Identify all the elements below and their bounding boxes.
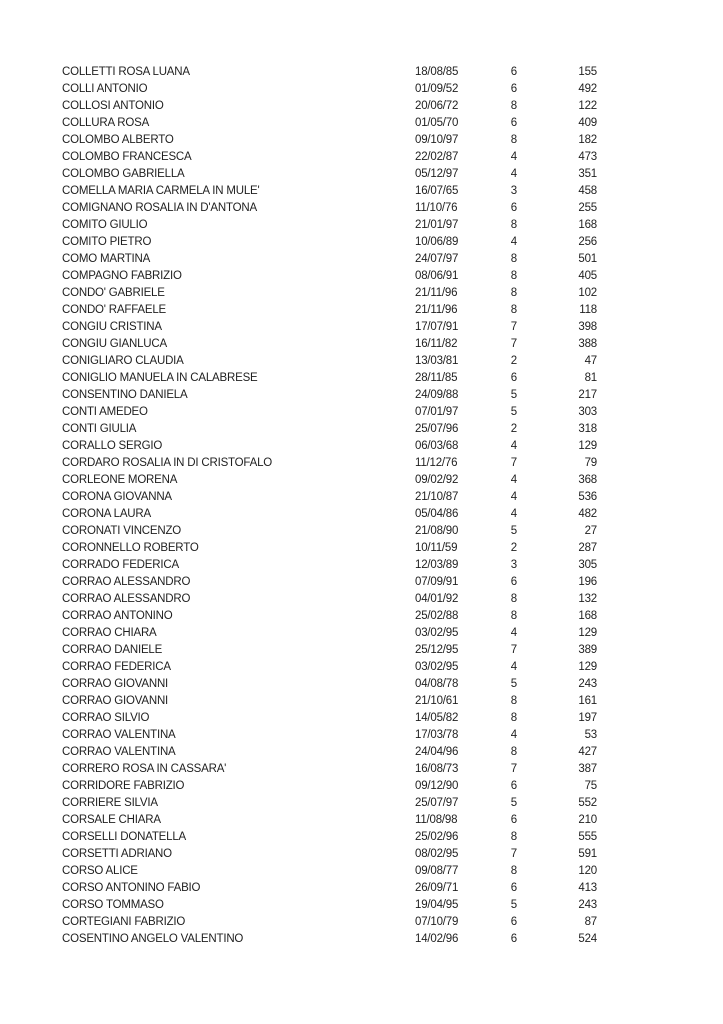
value-number: 303: [578, 406, 597, 418]
code-number: 4: [510, 491, 517, 503]
birth-date: 18/08/85: [415, 66, 459, 78]
value-number: 27: [584, 525, 597, 537]
birth-date: 08/02/95: [415, 848, 459, 860]
table-row: [62, 489, 597, 506]
value-number: 351: [578, 168, 597, 180]
person-name: CORRAO GIOVANNI: [62, 678, 169, 690]
person-name: CORRAO FEDERICA: [62, 661, 171, 673]
code-number: 6: [510, 372, 517, 384]
birth-date: 16/07/65: [415, 185, 459, 197]
birth-date: 21/08/90: [415, 525, 459, 537]
person-name: COLOMBO GABRIELLA: [62, 168, 185, 180]
value-number: 182: [578, 134, 597, 146]
value-number: 409: [578, 117, 597, 129]
table-row: [62, 387, 597, 404]
table-row: [62, 727, 597, 744]
name-list: [62, 64, 597, 948]
birth-date: 25/07/97: [415, 797, 459, 809]
table-row: [62, 285, 597, 302]
birth-date: 03/02/95: [415, 627, 459, 639]
person-name: CORALLO SERGIO: [62, 440, 163, 452]
table-row: [62, 574, 597, 591]
value-number: 413: [578, 882, 597, 894]
value-number: 243: [578, 899, 597, 911]
birth-date: 01/05/70: [415, 117, 459, 129]
person-name: CORRAO ALESSANDRO: [62, 593, 191, 605]
person-name: CONIGLIO MANUELA IN CALABRESE: [62, 372, 258, 384]
table-row: [62, 132, 597, 149]
table-row: [62, 115, 597, 132]
value-number: 243: [578, 678, 597, 690]
code-number: 8: [510, 831, 517, 843]
code-number: 4: [510, 729, 517, 741]
person-name: CORRIDORE FABRIZIO: [62, 780, 185, 792]
birth-date: 26/09/71: [415, 882, 459, 894]
code-number: 6: [510, 576, 517, 588]
value-number: 210: [578, 814, 597, 826]
table-row: [62, 472, 597, 489]
person-name: CORRAO ALESSANDRO: [62, 576, 191, 588]
value-number: 318: [578, 423, 597, 435]
code-number: 6: [510, 814, 517, 826]
code-number: 8: [510, 712, 517, 724]
birth-date: 01/09/52: [415, 83, 459, 95]
code-number: 3: [510, 185, 517, 197]
table-row: [62, 863, 597, 880]
value-number: 555: [578, 831, 597, 843]
value-number: 458: [578, 185, 597, 197]
table-row: [62, 812, 597, 829]
code-number: 5: [510, 525, 517, 537]
birth-date: 25/02/96: [415, 831, 459, 843]
birth-date: 25/07/96: [415, 423, 459, 435]
code-number: 8: [510, 253, 517, 265]
table-row: [62, 659, 597, 676]
code-number: 5: [510, 678, 517, 690]
value-number: 118: [579, 304, 597, 316]
birth-date: 11/10/76: [415, 202, 458, 214]
code-number: 5: [510, 899, 517, 911]
person-name: CORONNELLO ROBERTO: [62, 542, 199, 554]
value-number: 197: [578, 712, 597, 724]
birth-date: 21/11/96: [415, 287, 458, 299]
table-row: [62, 217, 597, 234]
birth-date: 14/02/96: [415, 933, 459, 945]
table-row: [62, 166, 597, 183]
code-number: 6: [510, 117, 517, 129]
value-number: 81: [584, 372, 597, 384]
code-number: 8: [510, 865, 517, 877]
code-number: 8: [510, 270, 517, 282]
table-row: [62, 744, 597, 761]
person-name: CORRAO SILVIO: [62, 712, 150, 724]
person-name: CORRAO VALENTINA: [62, 746, 176, 758]
table-row: [62, 370, 597, 387]
person-name: CORRIERE SILVIA: [62, 797, 158, 809]
person-name: CONTI GIULIA: [62, 423, 137, 435]
code-number: 6: [510, 882, 517, 894]
value-number: 47: [584, 355, 597, 367]
birth-date: 20/06/72: [415, 100, 459, 112]
code-number: 5: [510, 797, 517, 809]
value-number: 129: [578, 661, 597, 673]
code-number: 5: [510, 406, 517, 418]
code-number: 7: [510, 338, 517, 350]
value-number: 53: [584, 729, 597, 741]
table-row: [62, 336, 597, 353]
birth-date: 24/07/97: [415, 253, 459, 265]
person-name: COLLOSI ANTONIO: [62, 100, 164, 112]
value-number: 427: [578, 746, 597, 758]
birth-date: 24/09/88: [415, 389, 459, 401]
birth-date: 10/06/89: [415, 236, 459, 248]
table-row: [62, 710, 597, 727]
person-name: COMELLA MARIA CARMELA IN MULE': [62, 185, 260, 197]
person-name: COMO MARTINA: [62, 253, 151, 265]
birth-date: 28/11/85: [415, 372, 458, 384]
table-row: [62, 795, 597, 812]
table-row: [62, 183, 597, 200]
birth-date: 06/03/68: [415, 440, 459, 452]
person-name: COMITO PIETRO: [62, 236, 152, 248]
table-row: [62, 557, 597, 574]
value-number: 287: [578, 542, 597, 554]
person-name: CONDO' GABRIELE: [62, 287, 165, 299]
person-name: CONGIU CRISTINA: [62, 321, 162, 333]
table-row: [62, 438, 597, 455]
value-number: 168: [578, 219, 597, 231]
table-row: [62, 676, 597, 693]
birth-date: 09/02/92: [415, 474, 459, 486]
person-name: CONIGLIARO CLAUDIA: [62, 355, 184, 367]
table-row: [62, 353, 597, 370]
birth-date: 05/12/97: [415, 168, 459, 180]
code-number: 8: [510, 219, 517, 231]
code-number: 6: [510, 83, 517, 95]
table-row: [62, 149, 597, 166]
code-number: 8: [510, 695, 517, 707]
table-row: [62, 64, 597, 81]
birth-date: 19/04/95: [415, 899, 459, 911]
person-name: CORRAO GIOVANNI: [62, 695, 169, 707]
birth-date: 09/08/77: [415, 865, 459, 877]
person-name: CORSO ALICE: [62, 865, 138, 877]
code-number: 3: [510, 559, 517, 571]
code-number: 8: [510, 746, 517, 758]
value-number: 75: [584, 780, 597, 792]
table-row: [62, 81, 597, 98]
person-name: CORONA LAURA: [62, 508, 151, 520]
person-name: COLLI ANTONIO: [62, 83, 148, 95]
value-number: 79: [584, 457, 597, 469]
person-name: COLLETTI ROSA LUANA: [62, 66, 190, 78]
person-name: CORRADO FEDERICA: [62, 559, 179, 571]
code-number: 4: [510, 151, 517, 163]
table-row: [62, 404, 597, 421]
value-number: 389: [578, 644, 597, 656]
code-number: 4: [510, 627, 517, 639]
code-number: 2: [510, 542, 517, 554]
value-number: 482: [578, 508, 597, 520]
person-name: CORSO TOMMASO: [62, 899, 164, 911]
code-number: 4: [510, 661, 517, 673]
value-number: 524: [578, 933, 597, 945]
birth-date: 21/11/96: [415, 304, 458, 316]
person-name: COMITO GIULIO: [62, 219, 148, 231]
value-number: 398: [578, 321, 597, 333]
person-name: CONSENTINO DANIELA: [62, 389, 188, 401]
birth-date: 10/11/59: [415, 542, 458, 554]
code-number: 4: [510, 440, 517, 452]
birth-date: 17/07/91: [415, 321, 459, 333]
table-row: [62, 319, 597, 336]
birth-date: 05/04/86: [415, 508, 459, 520]
person-name: CORSELLI DONATELLA: [62, 831, 187, 843]
value-number: 161: [578, 695, 597, 707]
code-number: 6: [510, 916, 517, 928]
birth-date: 25/02/88: [415, 610, 459, 622]
birth-date: 17/03/78: [415, 729, 459, 741]
value-number: 196: [578, 576, 597, 588]
value-number: 217: [578, 389, 597, 401]
birth-date: 04/01/92: [415, 593, 459, 605]
table-row: [62, 642, 597, 659]
value-number: 591: [578, 848, 597, 860]
code-number: 7: [510, 644, 517, 656]
person-name: CORRAO DANIELE: [62, 644, 163, 656]
value-number: 473: [578, 151, 597, 163]
person-name: CONDO' RAFFAELE: [62, 304, 166, 316]
birth-date: 03/02/95: [415, 661, 459, 673]
code-number: 4: [510, 168, 517, 180]
person-name: CORONATI VINCENZO: [62, 525, 182, 537]
value-number: 552: [578, 797, 597, 809]
code-number: 8: [510, 134, 517, 146]
value-number: 501: [578, 253, 597, 265]
value-number: 256: [578, 236, 597, 248]
code-number: 6: [510, 202, 517, 214]
value-number: 536: [578, 491, 597, 503]
table-row: [62, 523, 597, 540]
table-row: [62, 914, 597, 931]
person-name: CORTEGIANI FABRIZIO: [62, 916, 186, 928]
code-number: 7: [510, 763, 517, 775]
table-row: [62, 302, 597, 319]
table-row: [62, 540, 597, 557]
table-row: [62, 268, 597, 285]
code-number: 6: [510, 66, 517, 78]
birth-date: 08/06/91: [415, 270, 459, 282]
person-name: CORSALE CHIARA: [62, 814, 161, 826]
code-number: 8: [510, 287, 517, 299]
code-number: 4: [510, 236, 517, 248]
code-number: 4: [510, 508, 517, 520]
birth-date: 24/04/96: [415, 746, 459, 758]
birth-date: 12/03/89: [415, 559, 459, 571]
birth-date: 14/05/82: [415, 712, 459, 724]
table-row: [62, 625, 597, 642]
table-row: [62, 880, 597, 897]
table-row: [62, 506, 597, 523]
person-name: CORLEONE MORENA: [62, 474, 178, 486]
value-number: 492: [578, 83, 597, 95]
person-name: CORRAO CHIARA: [62, 627, 157, 639]
table-row: [62, 455, 597, 472]
table-row: [62, 693, 597, 710]
table-row: [62, 200, 597, 217]
value-number: 387: [578, 763, 597, 775]
value-number: 102: [578, 287, 597, 299]
birth-date: 09/12/90: [415, 780, 459, 792]
table-row: [62, 98, 597, 115]
birth-date: 11/12/76: [415, 457, 458, 469]
code-number: 8: [510, 610, 517, 622]
code-number: 6: [510, 933, 517, 945]
person-name: COLOMBO ALBERTO: [62, 134, 174, 146]
birth-date: 25/12/95: [415, 644, 459, 656]
code-number: 4: [510, 474, 517, 486]
person-name: COMIGNANO ROSALIA IN D'ANTONA: [62, 202, 257, 214]
value-number: 405: [578, 270, 597, 282]
birth-date: 09/10/97: [415, 134, 459, 146]
person-name: CORRAO ANTONINO: [62, 610, 173, 622]
birth-date: 07/10/79: [415, 916, 459, 928]
birth-date: 16/08/73: [415, 763, 459, 775]
table-row: [62, 761, 597, 778]
table-row: [62, 234, 597, 251]
person-name: CONTI AMEDEO: [62, 406, 148, 418]
value-number: 120: [578, 865, 597, 877]
code-number: 8: [510, 593, 517, 605]
value-number: 255: [578, 202, 597, 214]
person-name: COLLURA ROSA: [62, 117, 150, 129]
table-row: [62, 591, 597, 608]
person-name: CORONA GIOVANNA: [62, 491, 172, 503]
code-number: 6: [510, 780, 517, 792]
code-number: 8: [510, 100, 517, 112]
table-row: [62, 931, 597, 948]
person-name: CORSETTI ADRIANO: [62, 848, 172, 860]
code-number: 5: [510, 389, 517, 401]
code-number: 7: [510, 321, 517, 333]
birth-date: 07/09/91: [415, 576, 459, 588]
value-number: 122: [578, 100, 597, 112]
table-row: [62, 829, 597, 846]
person-name: CORSO ANTONINO FABIO: [62, 882, 201, 894]
table-row: [62, 251, 597, 268]
person-name: CORRAO VALENTINA: [62, 729, 176, 741]
code-number: 7: [510, 848, 517, 860]
value-number: 129: [578, 627, 597, 639]
person-name: CORDARO ROSALIA IN DI CRISTOFALO: [62, 457, 273, 469]
birth-date: 16/11/82: [415, 338, 458, 350]
person-name: CONGIU GIANLUCA: [62, 338, 167, 350]
birth-date: 21/10/61: [415, 695, 459, 707]
person-name: COSENTINO ANGELO VALENTINO: [62, 933, 244, 945]
table-row: [62, 897, 597, 914]
table-row: [62, 778, 597, 795]
value-number: 368: [578, 474, 597, 486]
person-name: COLOMBO FRANCESCA: [62, 151, 192, 163]
value-number: 155: [578, 66, 597, 78]
table-row: [62, 846, 597, 863]
birth-date: 21/01/97: [415, 219, 459, 231]
birth-date: 07/01/97: [415, 406, 459, 418]
birth-date: 21/10/87: [415, 491, 459, 503]
code-number: 7: [510, 457, 517, 469]
code-number: 2: [510, 423, 517, 435]
code-number: 2: [510, 355, 517, 367]
code-number: 8: [510, 304, 517, 316]
value-number: 87: [584, 916, 597, 928]
value-number: 132: [578, 593, 597, 605]
birth-date: 13/03/81: [415, 355, 459, 367]
value-number: 129: [578, 440, 597, 452]
table-row: [62, 421, 597, 438]
value-number: 305: [578, 559, 597, 571]
table-row: [62, 608, 597, 625]
value-number: 168: [578, 610, 597, 622]
birth-date: 04/08/78: [415, 678, 459, 690]
birth-date: 22/02/87: [415, 151, 459, 163]
value-number: 388: [578, 338, 597, 350]
person-name: CORRERO ROSA IN CASSARA': [62, 763, 227, 775]
birth-date: 11/08/98: [415, 814, 458, 826]
person-name: COMPAGNO FABRIZIO: [62, 270, 182, 282]
